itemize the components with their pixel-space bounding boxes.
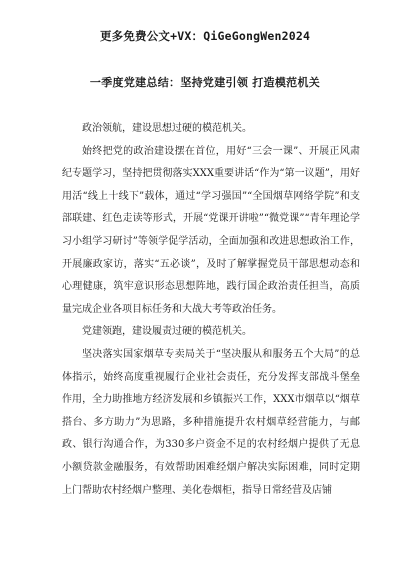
paragraph-2: 始终把党的政治建设摆在首位，用好“三会一课”、开展正风肃纪专题学习，坚持把贯彻落实XXX重要讲话“作为“第一议题”，用好用活“线上十线下”载体，通过“学习强国”“全国烟草网络学院”和支部联建、红色走读等形式，开展“党课开讲啦”“微党课”“青年理论学习小组学习研讨”等领学促学活动，全面加强和改进思想政治工作，开展廉政家访，落实“五必谈”，及时了解掌握党员干部思想动态和心理健康，筑牢意识形态思想阵地，践行国企政治责任担当，高质量完成企业各项目标任务和大战大考等政治任务。 [62,145,360,315]
paragraph-4: 坚决落实国家烟草专卖局关于“坚决服从和服务五个大局”的总体指示，始终高度重视履行企业社会责任，充分发挥支部战斗堡垒作用，全力助推地方经济发展和乡镇振兴工作，XXX市烟草以“烟草搭台、多方助力”为思路，多种措施提升农村烟草经营能力，与邮政、银行沟通合作，为330多户资金不足的农村经烟户提供了无息小额贷款金融服务，有效帮助困难经烟户解决实际困难，同时定期上门帮助农村经烟户整理、美化卷烟柜，指导日常经营及店铺 [62,348,360,496]
document-body [62,118,360,502]
paragraph-3: 党建领跑，建设履责过硬的模范机关。 [82,326,252,338]
paragraph-1: 政治领航，建设思想过硬的模范机关。 [82,123,252,134]
promo-header: 更多免费公文+VX：QiGeGongWen2024 [99,29,311,43]
document-title: 一季度党建总结：坚持党建引领 打造模范机关 [89,76,321,89]
